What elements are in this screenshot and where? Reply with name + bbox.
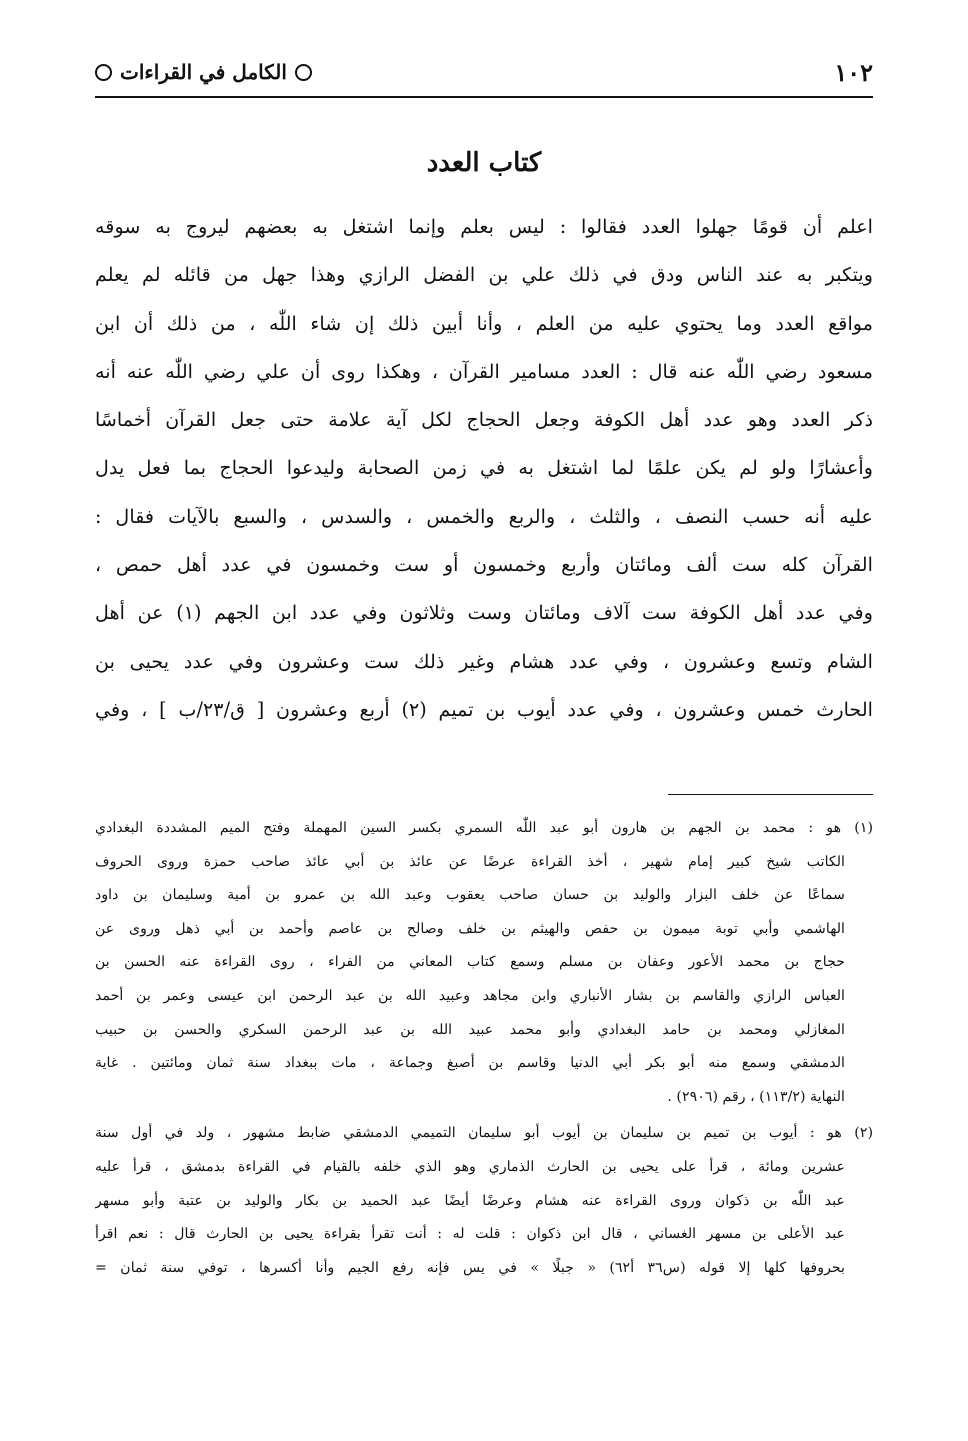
page-number: ١٠٢ bbox=[834, 58, 873, 87]
text-line: الشام وتسع وعشرون ، وفي عدد هشام وغير ذلك ست وعشرون وفي عدد يحيى بن bbox=[95, 649, 873, 673]
footnote-line: الهاشمي وأبي توبة ميمون بن حفص والهيثم بن خلف وصالح بن عاصم وأحمد بن أبي ذهل وروى عن bbox=[95, 920, 845, 937]
footnote-2 bbox=[95, 1117, 873, 1285]
text-line: مواقع العدد وما يحتوي عليه من العلم ، وأنا أبين ذلك إن شاء اللّٰه ، من ذلك أن ابن bbox=[95, 311, 873, 335]
footnote-1 bbox=[95, 812, 873, 1114]
text-line: الحارث خمس وعشرون ، وفي عدد أيوب بن تميم (٢) أربع وعشرون [ ق/٢٣/ب ] ، وفي bbox=[95, 697, 873, 721]
header-divider bbox=[95, 96, 873, 98]
chapter-title: كتاب العدد bbox=[426, 148, 542, 178]
circle-ornament-icon bbox=[95, 64, 112, 81]
footnote-line: الدمشقي وسمع منه أبو بكر أبي الدنيا وقاسم بن أصبغ وجماعة ، مات ببغداد سنة ثمان ومائتين . غاية bbox=[95, 1055, 845, 1072]
footnote-line: بحروفها كلها إلا قوله (س٣٦ أ٦٢) « جبلًا » في يس فإنه رفع الجيم وأنا أكسرها ، توفي سنة ثمان = bbox=[95, 1259, 846, 1276]
running-header bbox=[95, 52, 873, 94]
footnote-line: المغازلي ومحمد بن حامد البغدادي وأبو محمد عبيد الله بن عبد الرحمن السكري والحسن بن حبيب bbox=[95, 1021, 845, 1038]
footnote-line: النهاية (١١٣/٢) ، رقم (٢٩٠٦) . bbox=[667, 1088, 845, 1105]
footnote-line: عشرين ومائة ، قرأ على يحيى بن الحارث الذماري وهو الذي خلفه بالقيام في القراءة بدمشق ، قرأ عليه bbox=[95, 1158, 845, 1175]
text-line: عليه أنه حسب النصف ، والثلث ، والربع والخمس ، والسدس ، والسبع بالآيات فقال : bbox=[95, 504, 873, 528]
main-text bbox=[95, 203, 873, 734]
book-title-header bbox=[95, 60, 312, 84]
footnote-line: سماعًا عن خلف البزار والوليد بن حسان صاحب يعقوب وعبد الله بن عمرو بن أمية وسليمان بن داود bbox=[95, 887, 845, 904]
text-line: وأعشارًا ولو لم يكن علمًا لما اشتغل به في زمن الصحابة وليدعوا الحجاج بما فعل يدل bbox=[95, 456, 873, 480]
footnote-line: الكاتب شيخ كبير إمام شهير ، أخذ القراءة عرضًا عن عائذ بن أبي عائذ صاحب حمزة وروى الحروف bbox=[95, 853, 845, 870]
text-line: القرآن كله ست ألف ومائتان وأربع وخمسون أو ست وخمسون في عدد أهل حمص ، bbox=[95, 553, 873, 577]
footnote-line: عبد الأعلى بن مسهر الغساني ، قال ابن ذكوان : قلت له : أنت تقرأ بقراءة يحيى بن الحارث قال : نعم اقرأ bbox=[95, 1226, 845, 1243]
footnote-divider bbox=[668, 794, 873, 795]
text-line: وفي عدد أهل الكوفة ست آلاف ومائتان وست وثلاثون وفي عدد ابن الجهم (١) عن أهل bbox=[95, 601, 873, 625]
text-line: ذكر العدد وهو عدد أهل الكوفة وجعل الحجاج لكل آية علامة حتى جعل القرآن أخماسًا bbox=[95, 408, 873, 432]
footnote-line: حجاج بن محمد الأعور وعفان بن مسلم وسمع كتاب المعاني من الفراء ، روى القراءة عنه الحسن بن bbox=[95, 954, 845, 971]
text-line: مسعود رضي اللّٰه عنه قال : العدد مسامير القرآن ، وهكذا روى أن علي رضي اللّٰه عنه أنه bbox=[95, 359, 873, 383]
footnote-line: (١) هو : محمد بن الجهم بن هارون أبو عبد اللّٰه السمري بكسر السين المهملة وفتح الميم المشددة البغدادي bbox=[95, 820, 873, 836]
text-line: اعلم أن قومًا جهلوا العدد فقالوا : ليس بعلم وإنما اشتغل به بعضهم ليروج به سوقه bbox=[95, 215, 873, 238]
text-line: ويتكبر به عند الناس ودق في ذلك علي بن الفضل الرازي وهذا جهل من قائله لم يعلم bbox=[95, 263, 873, 287]
footnote-line: عبد اللّٰه بن ذكوان وروى القراءة عنه هشام وعرضًا أيضًا عبد الحميد بن بكار والوليد بن عتبة وأبو مسهر bbox=[95, 1192, 845, 1209]
circle-ornament-icon bbox=[295, 64, 312, 81]
book-title: الكامل في القراءات bbox=[120, 60, 287, 84]
footnote-line: العباس الرازي والقاسم بن بشار الأنباري وابن مجاهد وعبيد الله بن عبد الرحمن ابن عيسى وعمر بن أحمد bbox=[95, 987, 845, 1004]
footnote-line: (٢) هو : أيوب بن تميم بن سليمان بن أيوب أبو سليمان التميمي الدمشقي ضابط مشهور ، ولد في أول سنة bbox=[95, 1125, 873, 1142]
footnotes bbox=[95, 812, 873, 1285]
